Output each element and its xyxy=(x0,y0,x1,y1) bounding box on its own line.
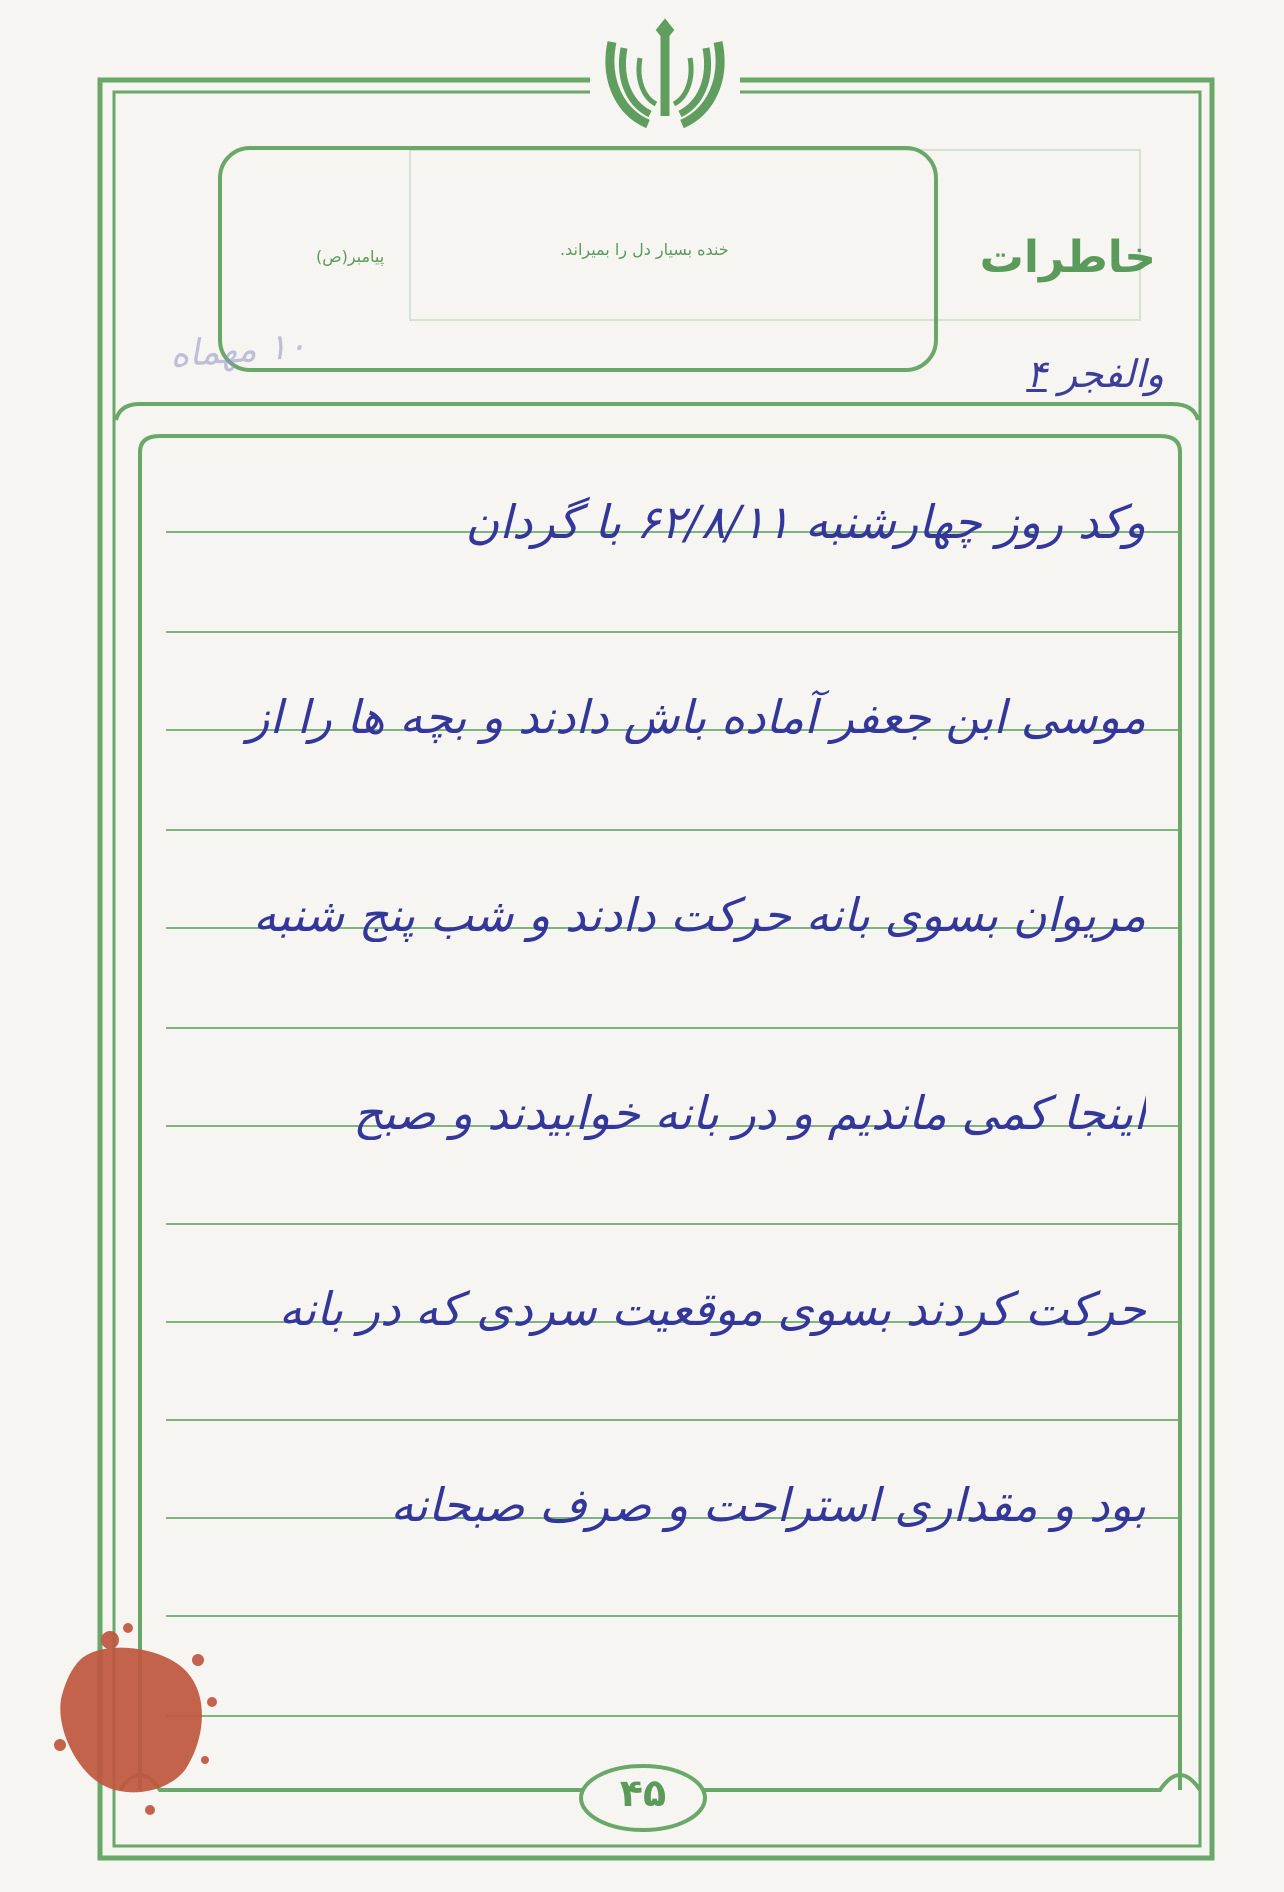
blood-stain xyxy=(54,1623,217,1815)
handwritten-line: وکد روز چهارشنبه ۶۲/۸/۱۱ با گردان xyxy=(465,495,1146,549)
page-number: ۴۵ xyxy=(619,1771,667,1815)
motto-attribution: پیامبر(ص) xyxy=(316,247,385,266)
handwritten-line: موسی ابن جعفر آماده باش دادند و بچه ها را از xyxy=(247,690,1146,744)
handwritten-line: حرکت کردند بسوی موقعیت سردی که در بانه xyxy=(278,1282,1146,1336)
handwritten-line: بود و مقداری استراحت و صرف صبحانه xyxy=(390,1478,1146,1532)
operation-heading xyxy=(1026,352,1164,396)
operation-number: ۴ xyxy=(1026,352,1047,396)
faint-margin-note: ۱۰ مهماه xyxy=(168,325,308,376)
handwritten-line: اینجا کمی ماندیم و در بانه خوابیدند و صبح xyxy=(353,1086,1146,1140)
operation-label: والفجر xyxy=(1058,352,1164,396)
page-title: خاطرات xyxy=(979,232,1156,283)
handwritten-line: مریوان بسوی بانه حرکت دادند و شب پنج شنبه xyxy=(253,888,1146,942)
header-divider xyxy=(116,404,1198,420)
motto-text: خنده بسیار دل را بمیراند. xyxy=(560,240,729,259)
